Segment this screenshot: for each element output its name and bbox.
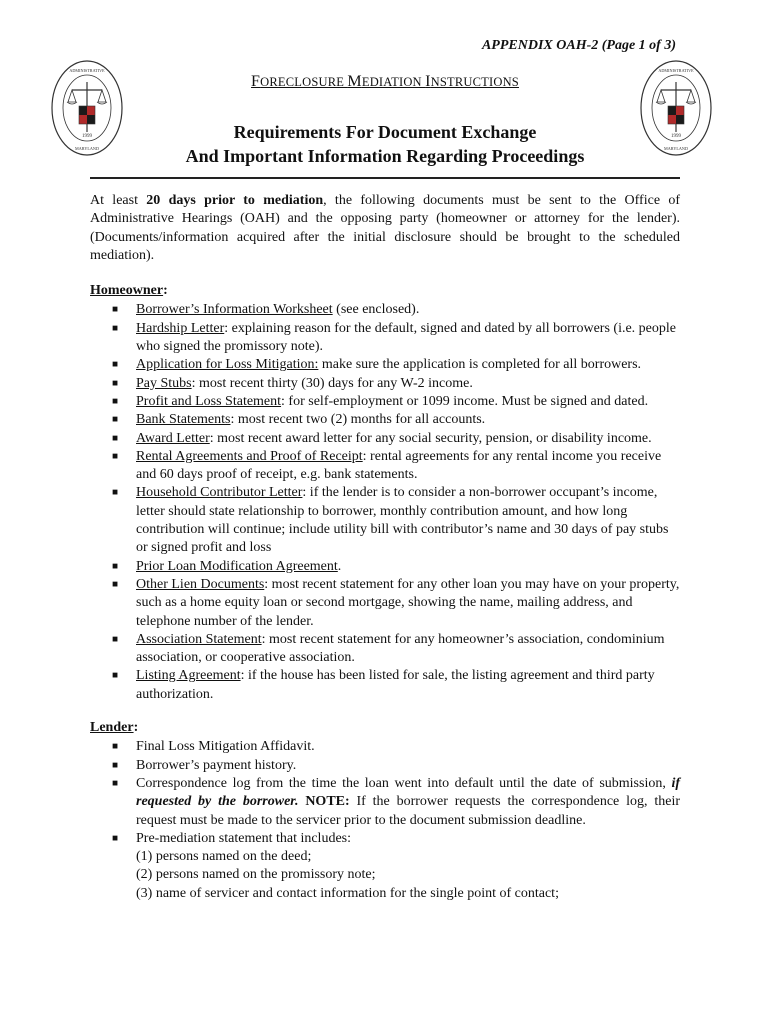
list-item: ■ Application for Loss Mitigation: make sure the application is completed for all borrowers. xyxy=(90,356,680,374)
lender-list xyxy=(90,738,680,903)
list-item: ■ Association Statement: most recent statement for any homeowner’s association, condominium association, or cooperative association. xyxy=(112,631,665,666)
bullet-icon: ■ xyxy=(112,560,119,572)
sub-item: (1) persons named on the deed; xyxy=(136,849,312,865)
svg-text:ADMINISTRATIVE: ADMINISTRATIVE xyxy=(69,68,105,73)
sub-item: (3) name of servicer and contact information for the single point of contact; xyxy=(136,885,559,901)
list-item: ■ Pay Stubs: most recent thirty (30) days for any W-2 income. xyxy=(90,375,680,393)
bullet-icon: ■ xyxy=(112,633,119,645)
bullet-icon: ■ xyxy=(112,450,119,462)
svg-text:ADMINISTRATIVE: ADMINISTRATIVE xyxy=(658,68,694,73)
list-item: ■ Listing Agreement: if the house has been listed for sale, the listing agreement and third party authorization. xyxy=(112,668,655,702)
subtitle-line-1: Requirements For Document Exchange xyxy=(233,122,537,142)
bullet-icon: ■ xyxy=(112,777,119,789)
homeowner-heading: Homeowner: xyxy=(90,283,168,299)
list-item: ■ Rental Agreements and Proof of Receipt: rental agreements for any rental income you receive and 60 days proof of receipt, e.g. bank statements. xyxy=(112,448,662,483)
header-divider xyxy=(90,177,680,179)
bullet-icon: ■ xyxy=(112,832,119,844)
list-item: ■ Profit and Loss Statement: for self-employment or 1099 income. Must be signed and dated. xyxy=(90,393,680,411)
bullet-icon: ■ xyxy=(112,377,119,389)
bullet-icon: ■ xyxy=(112,578,119,590)
bullet-icon: ■ xyxy=(112,741,119,753)
page-title: FORECLOSURE MEDIATION INSTRUCTIONS xyxy=(251,73,519,90)
list-item: ■ Bank Statements: most recent two (2) months for all accounts. xyxy=(90,411,680,429)
appendix-label: APPENDIX OAH-2 (Page 1 of 3) xyxy=(481,38,676,53)
svg-text:1999: 1999 xyxy=(671,134,681,139)
svg-text:1999: 1999 xyxy=(82,134,92,139)
bullet-icon: ■ xyxy=(112,395,119,407)
document-body xyxy=(90,192,680,903)
list-item: ■ Borrower’s payment history. xyxy=(90,757,680,775)
bullet-icon: ■ xyxy=(112,432,119,444)
bullet-icon: ■ xyxy=(112,487,119,499)
bullet-icon: ■ xyxy=(112,759,119,771)
list-item: ■ Other Lien Documents: most recent statement for any other loan you may have on your property, such as a home equity loan or second mortgage, showing the name, mailing address, and telephone number of the lender. xyxy=(112,576,680,629)
bullet-icon: ■ xyxy=(112,359,119,371)
list-item: ■ Pre-mediation statement that includes: (1) persons named on the deed; (2) persons named on the promissory note; (3) name of servicer and contact information for the single point of contact; xyxy=(90,830,680,903)
list-item: ■ Correspondence log from the time the loan went into default until the date of submission, if requested by the borrower. NOTE: If the borrower requests the correspondence log, their request must be made to the servicer prior to the document submission deadline. xyxy=(112,775,680,828)
list-item: ■ Borrower’s Information Worksheet (see enclosed). xyxy=(90,301,680,319)
list-item: ■ Household Contributor Letter: if the lender is to consider a non-borrower occupant’s income, letter should state relationship to borrower, monthly contribution amount, and how long contribution will continue; include utility bill with contributor’s name and 30 days of pay stubs or signed profit and loss xyxy=(112,485,669,556)
sub-item: (2) persons named on the promissory note; xyxy=(136,867,376,883)
lender-heading: Lender: xyxy=(90,720,139,736)
homeowner-list xyxy=(90,301,680,704)
bullet-icon: ■ xyxy=(112,304,119,316)
intro-paragraph: At least 20 days prior to mediation, the following documents must be sent to the Office of Administrative Hearings (OAH) and the opposing party (homeowner or attorney for the lender). (Documents/information acquired after the initial disclosure should be brought to the scheduled mediation). xyxy=(90,193,680,263)
subtitle-line-2: And Important Information Regarding Proceedings xyxy=(185,146,585,166)
svg-text:MARYLAND: MARYLAND xyxy=(664,146,688,151)
list-item: ■ Final Loss Mitigation Affidavit. xyxy=(90,738,680,756)
bullet-icon: ■ xyxy=(112,322,119,334)
list-item: ■ Prior Loan Modification Agreement. xyxy=(90,558,680,576)
bullet-icon: ■ xyxy=(112,670,119,682)
svg-text:MARYLAND: MARYLAND xyxy=(75,146,99,151)
list-item: ■ Award Letter: most recent award letter for any social security, pension, or disability income. xyxy=(90,430,680,448)
document-subtitle xyxy=(0,120,770,168)
bullet-icon: ■ xyxy=(112,414,119,426)
list-item: ■ Hardship Letter: explaining reason for the default, signed and dated by all borrowers (i.e. people who signed the promissory note). xyxy=(112,320,676,355)
